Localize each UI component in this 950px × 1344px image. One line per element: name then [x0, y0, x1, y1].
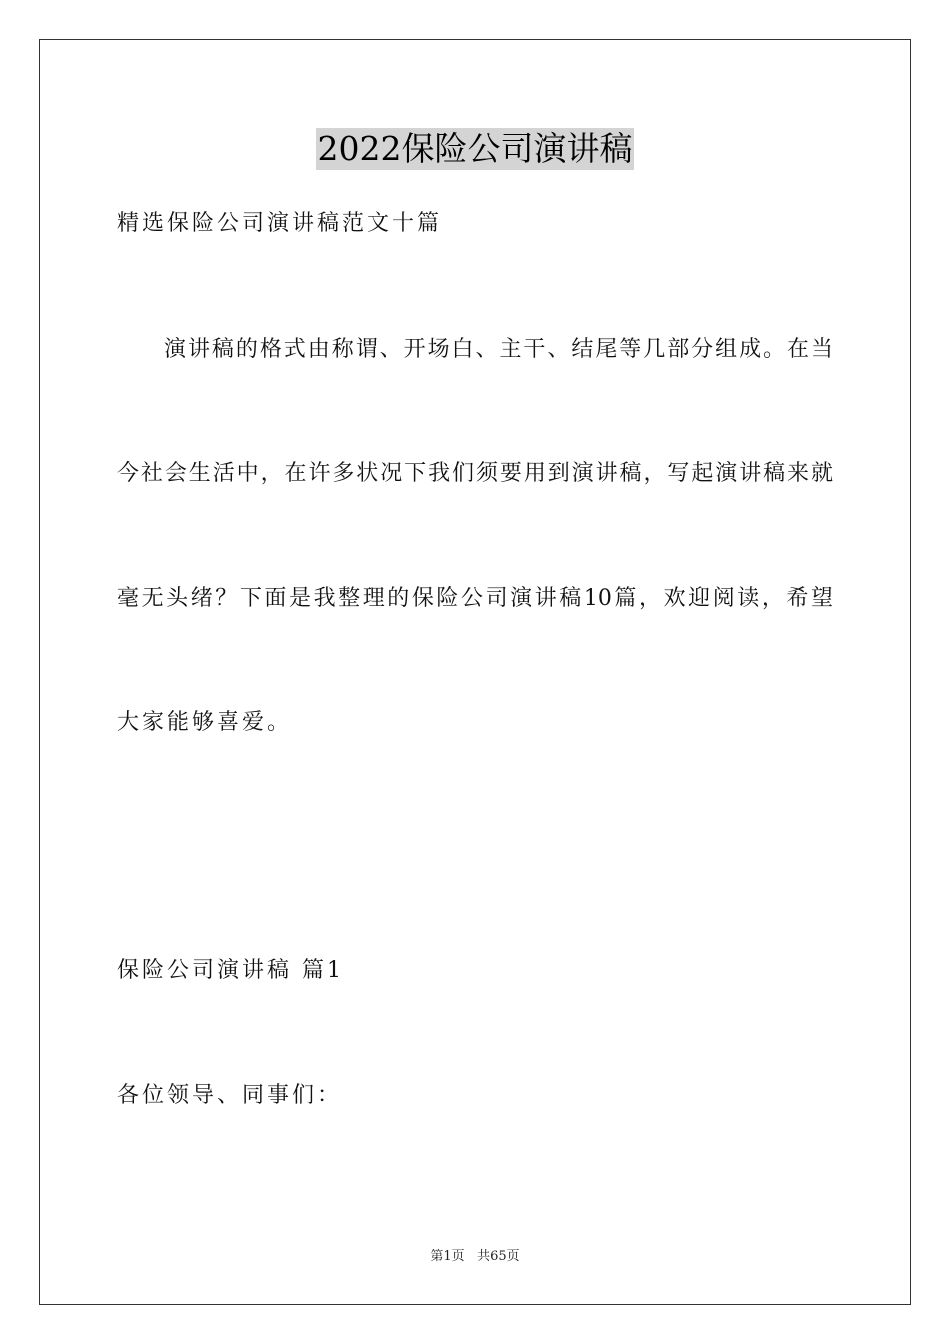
paragraph-line-4: 大家能够喜爱。: [117, 710, 293, 735]
footer-page-prefix: 第: [430, 1249, 444, 1264]
footer-page-number: 1: [443, 1249, 452, 1264]
footer-total-suffix: 页: [506, 1249, 520, 1264]
page-footer: [0, 1248, 950, 1266]
paragraph-line-2: 今社会生活中，在许多状况下我们须要用到演讲稿，写起演讲稿来就: [117, 461, 833, 486]
salutation: 各位领导、同事们：: [117, 1083, 343, 1108]
paragraph-line-3: 毫无头绪？下面是我整理的保险公司演讲稿10篇，欢迎阅读，希望: [117, 586, 833, 611]
footer-total-pages: 65: [490, 1249, 507, 1264]
paragraph-line-1: 演讲稿的格式由称谓、开场白、主干、结尾等几部分组成。在当: [164, 337, 833, 362]
document-subtitle: 精选保险公司演讲稿范文十篇: [117, 211, 443, 236]
footer-page-suffix: 页: [451, 1249, 465, 1264]
footer-total-prefix: 共: [477, 1249, 491, 1264]
title-container: [0, 128, 950, 170]
document-title: 2022保险公司演讲稿: [317, 129, 633, 168]
section-heading: 保险公司演讲稿 篇1: [117, 958, 344, 983]
